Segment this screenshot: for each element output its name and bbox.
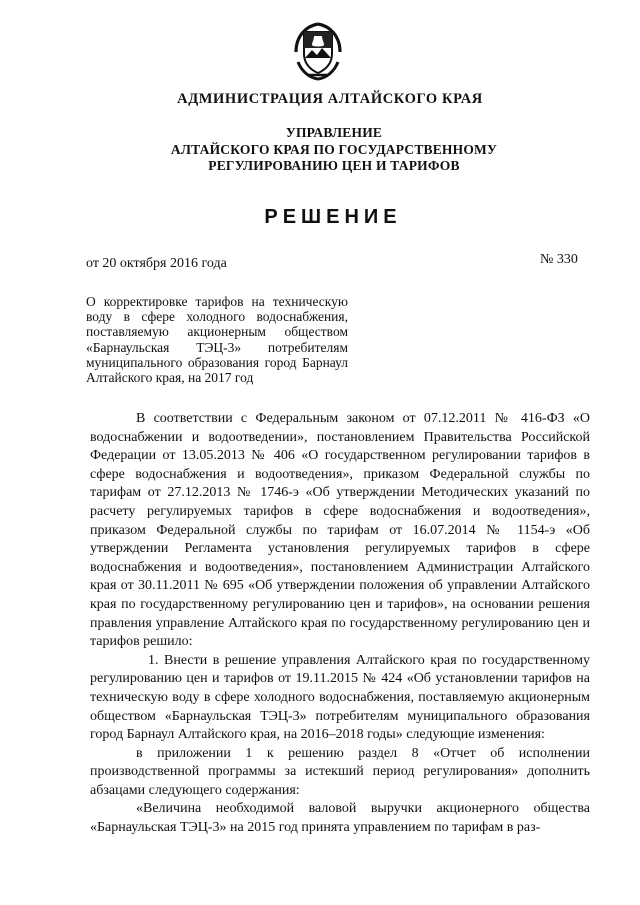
body-paragraph-1: В соответствии с Федеральным законом от 07.12.2011 № 416-ФЗ «О водоснабжении и водоотведении», постановлением Правительства Российской Федерации от 13.05.2013 № 406 «О государственном регулировании тарифов в сфере водоснабжения и водоотведения», приказом Федеральной службы по тарифам от 27.12.2013 № 1746-э «Об утверждении Методических указаний по расчету регулируемых тарифов в сфере водоснабжения и водоотведения», приказом Федеральной службы по тарифам от 16.07.2014 № 1154-э «Об утверждении Регламента установления регулируемых тарифов в сфере водоснабжения и водоотведения», постановлением Администрации Алтайского края от 30.11.2011 № 695 «Об утверждении положения об управлении Алтайского края по государственному регулированию цен и тарифов», на основании решения правления управление Алтайского края по государственному регулированию цен и тарифов решило: xyxy=(90,411,590,650)
body-paragraph-3: в приложении 1 к решению раздел 8 «Отчет об исполнении производственной программы за истекший период регулирования» дополнить абзацами следующего содержания: xyxy=(90,745,590,798)
document-number: № 330 xyxy=(540,252,578,267)
department-title xyxy=(0,125,640,175)
document-date: от 20 октября 2016 года xyxy=(86,256,227,271)
document-body xyxy=(90,410,590,838)
department-line-3: РЕГУЛИРОВАНИЮ ЦЕН И ТАРИФОВ xyxy=(208,158,460,173)
department-line-1: УПРАВЛЕНИЕ xyxy=(285,125,383,140)
coat-of-arms-icon xyxy=(286,18,350,82)
document-type-title: РЕШЕНИЕ xyxy=(264,206,402,228)
emblem-graphic xyxy=(286,18,350,82)
department-line-2: АЛТАЙСКОГО КРАЯ ПО ГОСУДАРСТВЕННОМУ xyxy=(170,141,498,157)
body-paragraph-4: «Величина необходимой валовой выручки акционерного общества «Барнаульская ТЭЦ-3» на 2015 год принята управлением по тарифам в раз- xyxy=(90,801,590,836)
body-paragraph-2: 1. Внести в решение управления Алтайского края по государственному регулированию цен и тарифов от 19.11.2015 № 424 «Об установлении тарифов на техническую воду в сфере холодного водоснабжения, поставляемую акционерным обществом «Барнаульская ТЭЦ-3» потребителям муниципального образования город Барнаул Алтайского края, на 2016–2018 годы» следующие изменения: xyxy=(90,652,590,743)
administration-title: АДМИНИСТРАЦИЯ АЛТАЙСКОГО КРАЯ xyxy=(177,91,483,107)
document-subject: О корректировке тарифов на техническую воду в сфере холодного водоснабжения, поставляемую акционерным обществом «Барнаульская ТЭЦ-3» потребителям муниципального образования город Барнаул Алтайского края, на 2017 год xyxy=(86,294,348,386)
